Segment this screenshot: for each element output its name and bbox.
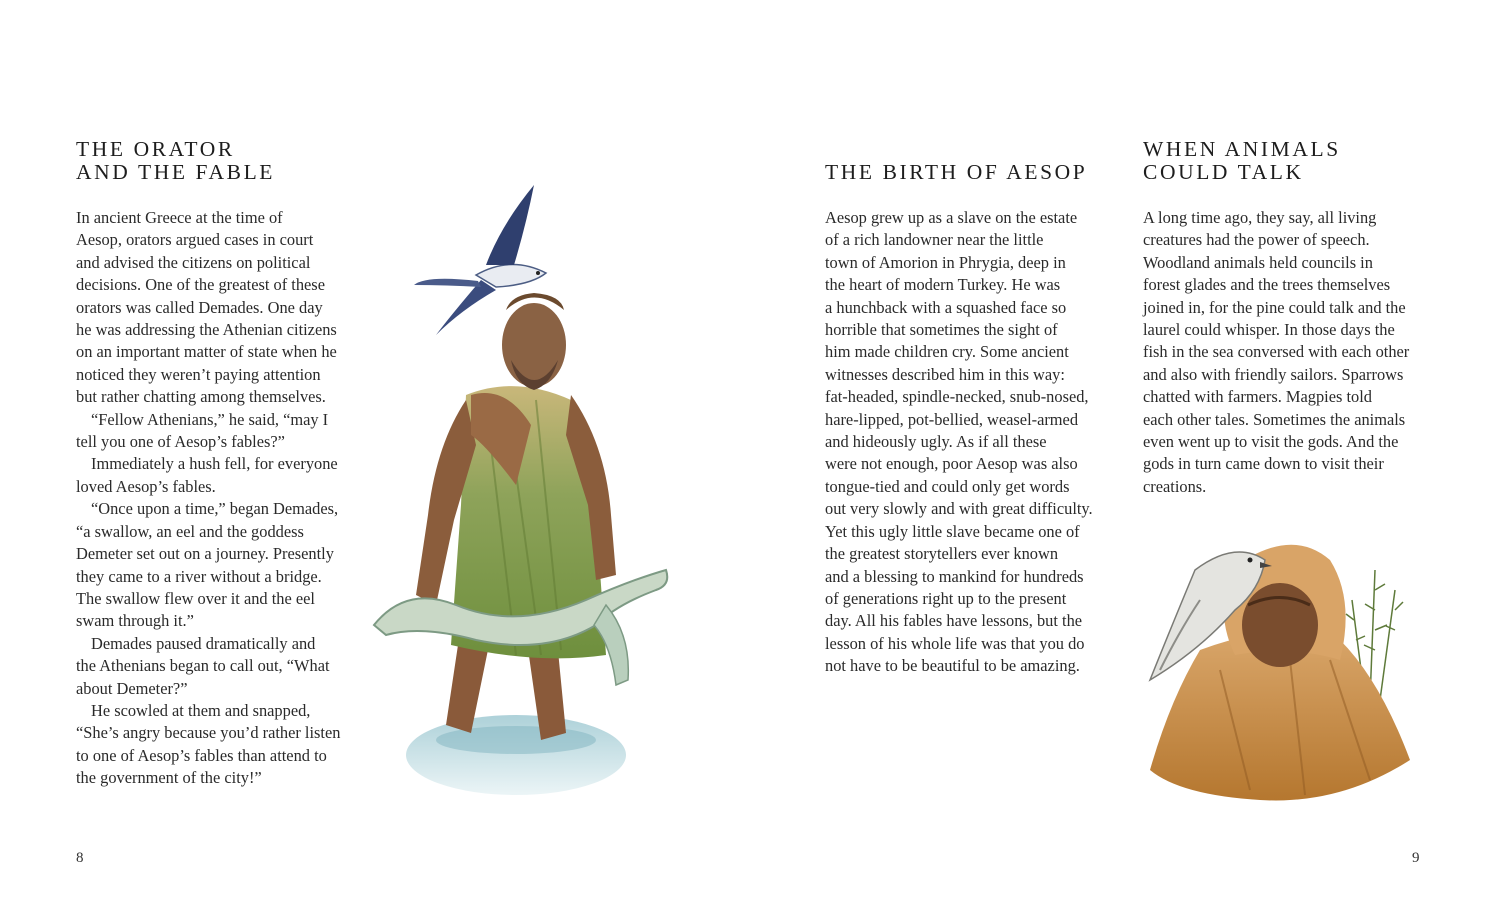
middle-body-line: Aesop grew up as a slave on the estate [825,208,1078,227]
left-body-line: Aesop, orators argued cases in court [76,230,314,250]
middle-body-line: Yet this ugly little slave became one of [825,521,1080,541]
left-body-line: “She’s angry because you’d rather listen [76,723,341,743]
middle-body-line: hare-lipped, pot-bellied, weasel-armed [825,409,1079,429]
middle-body-line: and a blessing to mankind for hundreds [825,566,1084,586]
middle-body-line: and hideously ugly. As if all these [825,432,1047,452]
right-body-line: Woodland animals held councils in [1143,252,1373,272]
middle-body-line: witnesses described him in this way: [825,364,1065,384]
left-body-line: but rather chatting among themselves. [76,387,326,407]
aesop-illustration [1140,530,1425,810]
right-body-line: and also with friendly sailors. Sparrows [1143,364,1404,384]
page-number-left: 8 [76,850,84,866]
left-body-line: “Once upon a time,” began Demades, [91,499,339,519]
left-body-line: Immediately a hush fell, for everyone [91,454,338,474]
left-body-line: to one of Aesop’s fables than attend to [76,745,327,765]
left-body-line: decisions. One of the greatest of these [76,275,325,295]
orator-head [502,303,566,387]
middle-body-text [825,207,1093,678]
middle-body-line: fat-headed, spindle-necked, snub-nosed, [825,387,1089,407]
left-body-line: The swallow flew over it and the eel [76,588,315,608]
middle-body-line: lesson of his whole life was that you do [825,633,1085,653]
right-body-line: chatted with farmers. Magpies told [1143,387,1372,407]
left-body-line: Demades paused dramatically and [91,633,316,653]
left-body-line: loved Aesop’s fables. [76,476,216,496]
left-body-line: noticed they weren’t paying attention [76,364,321,384]
right-body-text [1143,207,1409,498]
middle-body-line: of a rich landowner near the little [825,230,1044,250]
middle-body-line: tongue-tied and could only get words [825,476,1070,496]
left-body-line: “a swallow, an eel and the goddess [76,521,304,541]
left-heading-line-2: AND THE FABLE [76,160,276,184]
middle-heading-line-1: THE BIRTH OF AESOP [825,160,1088,184]
right-body-line: A long time ago, they say, all living [1143,208,1377,227]
left-heading [76,138,275,184]
middle-body-line: were not enough, poor Aesop was also [825,454,1078,474]
left-body-line: about Demeter?” [76,678,188,698]
left-body-line: he was addressing the Athenian citizens [76,320,337,340]
aesop-face [1242,583,1318,667]
right-body-line: each other tales. Sometimes the animals [1143,409,1406,429]
right-body-line: fish in the sea conversed with each other [1143,342,1410,362]
middle-heading [825,161,1087,184]
page-number-right: 9 [1412,850,1420,866]
left-body-line: swam through it.” [76,611,194,631]
right-body-line: joined in, for the pine could talk and the [1143,297,1406,317]
left-heading-line-1: THE ORATOR [76,137,235,161]
left-body-line: they came to a river without a bridge. [76,566,322,586]
right-heading-line-2: COULD TALK [1143,160,1304,184]
middle-body-line: the greatest storytellers ever known [825,544,1059,564]
left-body-line: He scowled at them and snapped, [91,700,311,720]
left-body-line: the government of the city!” [76,768,262,788]
left-body-line: In ancient Greece at the time of [76,208,283,227]
orator-illustration [366,185,676,815]
left-body-line: orators was called Demades. One day [76,297,323,317]
middle-body-line: horrible that sometimes the sight of [825,320,1058,340]
right-body-line: forest glades and the trees themselves [1143,275,1391,295]
right-body-line: creations. [1143,476,1207,496]
left-body-line: on an important matter of state when he [76,342,337,362]
middle-body-line: day. All his fables have lessons, but the [825,611,1083,631]
right-body-line: even went up to visit the gods. And the [1143,432,1399,452]
right-heading [1143,138,1341,184]
middle-body-line: of generations right up to the present [825,588,1067,608]
right-body-line: gods in turn came down to visit their [1143,454,1384,474]
right-body-line: creatures had the power of speech. [1143,230,1370,250]
middle-body-line: town of Amorion in Phrygia, deep in [825,252,1066,272]
right-heading-line-1: WHEN ANIMALS [1143,137,1341,161]
middle-body-line: him made children cry. Some ancient [825,342,1069,362]
middle-body-line: the heart of modern Turkey. He was [825,275,1061,295]
right-body-line: laurel could whisper. In those days the [1143,320,1395,340]
middle-body-line: a hunchback with a squashed face so [825,297,1067,317]
left-body-line: the Athenians began to call out, “What [76,656,330,676]
middle-body-line: not have to be beautiful to be amazing. [825,656,1080,676]
left-body-line: “Fellow Athenians,” he said, “may I [91,409,329,429]
middle-body-line: out very slowly and with great difficulty. [825,499,1093,519]
left-body-line: tell you one of Aesop’s fables?” [76,432,285,452]
left-body-line: and advised the citizens on political [76,252,311,272]
left-body-text [76,207,340,790]
left-body-line: Demeter set out on a journey. Presently [76,544,334,564]
